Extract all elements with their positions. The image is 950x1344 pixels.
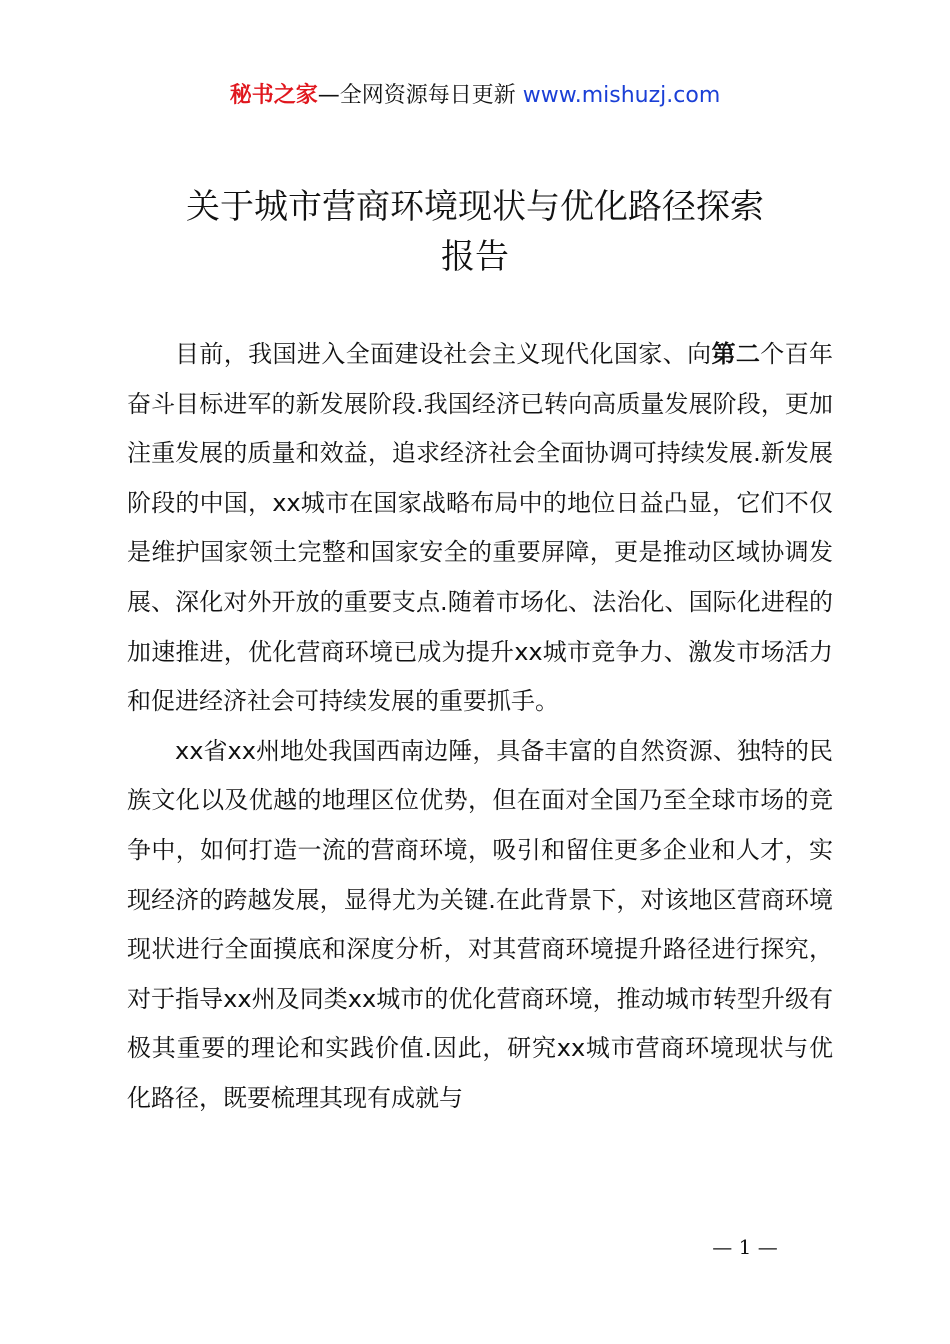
page-number: — 1 — — [712, 1235, 778, 1259]
document-title — [0, 182, 950, 282]
paragraph-1-text-start: 目前，我国进入全面建设社会主义现代化国家、向 — [175, 340, 712, 368]
paragraph-1 — [127, 330, 833, 727]
document-title-line-1: 关于城市营商环境现状与优化路径探索 — [186, 187, 764, 227]
site-header — [0, 80, 950, 112]
site-brand: 秘书之家 — [229, 83, 318, 108]
paragraph-1-bold-text: 第二 — [711, 340, 761, 368]
paragraph-1-text-end: 个百年奋斗目标进军的新发展阶段.我国经济已转向高质量发展阶段，更加注重发展的质量和效益，追求经济社会全面协调可持续发展.新发展阶段的中国，xx城市在国家战略布局中的地位日益凸显，它们不仅是维护国家领土完整和国家安全的重要屏障，更是推动区域协调发展、深化对外开放的重要支点.随着市场化、法治化、国际化进程的加速推进，优化营商环境已成为提升xx城市竞争力、激发市场活力和促进经济社会可持续发展的重要抓手。 — [127, 340, 834, 716]
site-slogan: —全网资源每日更新 — [317, 83, 523, 108]
document-title-line-2: 报告 — [441, 237, 509, 277]
site-url-link[interactable]: www.mishuzj.com — [522, 83, 721, 108]
document-body — [127, 330, 833, 1124]
paragraph-2: xx省xx州地处我国西南边陲，具备丰富的自然资源、独特的民族文化以及优越的地理区位优势，但在面对全国乃至全球市场的竞争中，如何打造一流的营商环境，吸引和留住更多企业和人才，实现经济的跨越发展，显得尤为关键.在此背景下，对该地区营商环境现状进行全面摸底和深度分析，对其营商环境提升路径进行探究，对于指导xx州及同类xx城市的优化营商环境，推动城市转型升级有极其重要的理论和实践价值.因此，研究xx城市营商环境现状与优化路径，既要梳理其现有成就与 — [127, 736, 833, 1112]
